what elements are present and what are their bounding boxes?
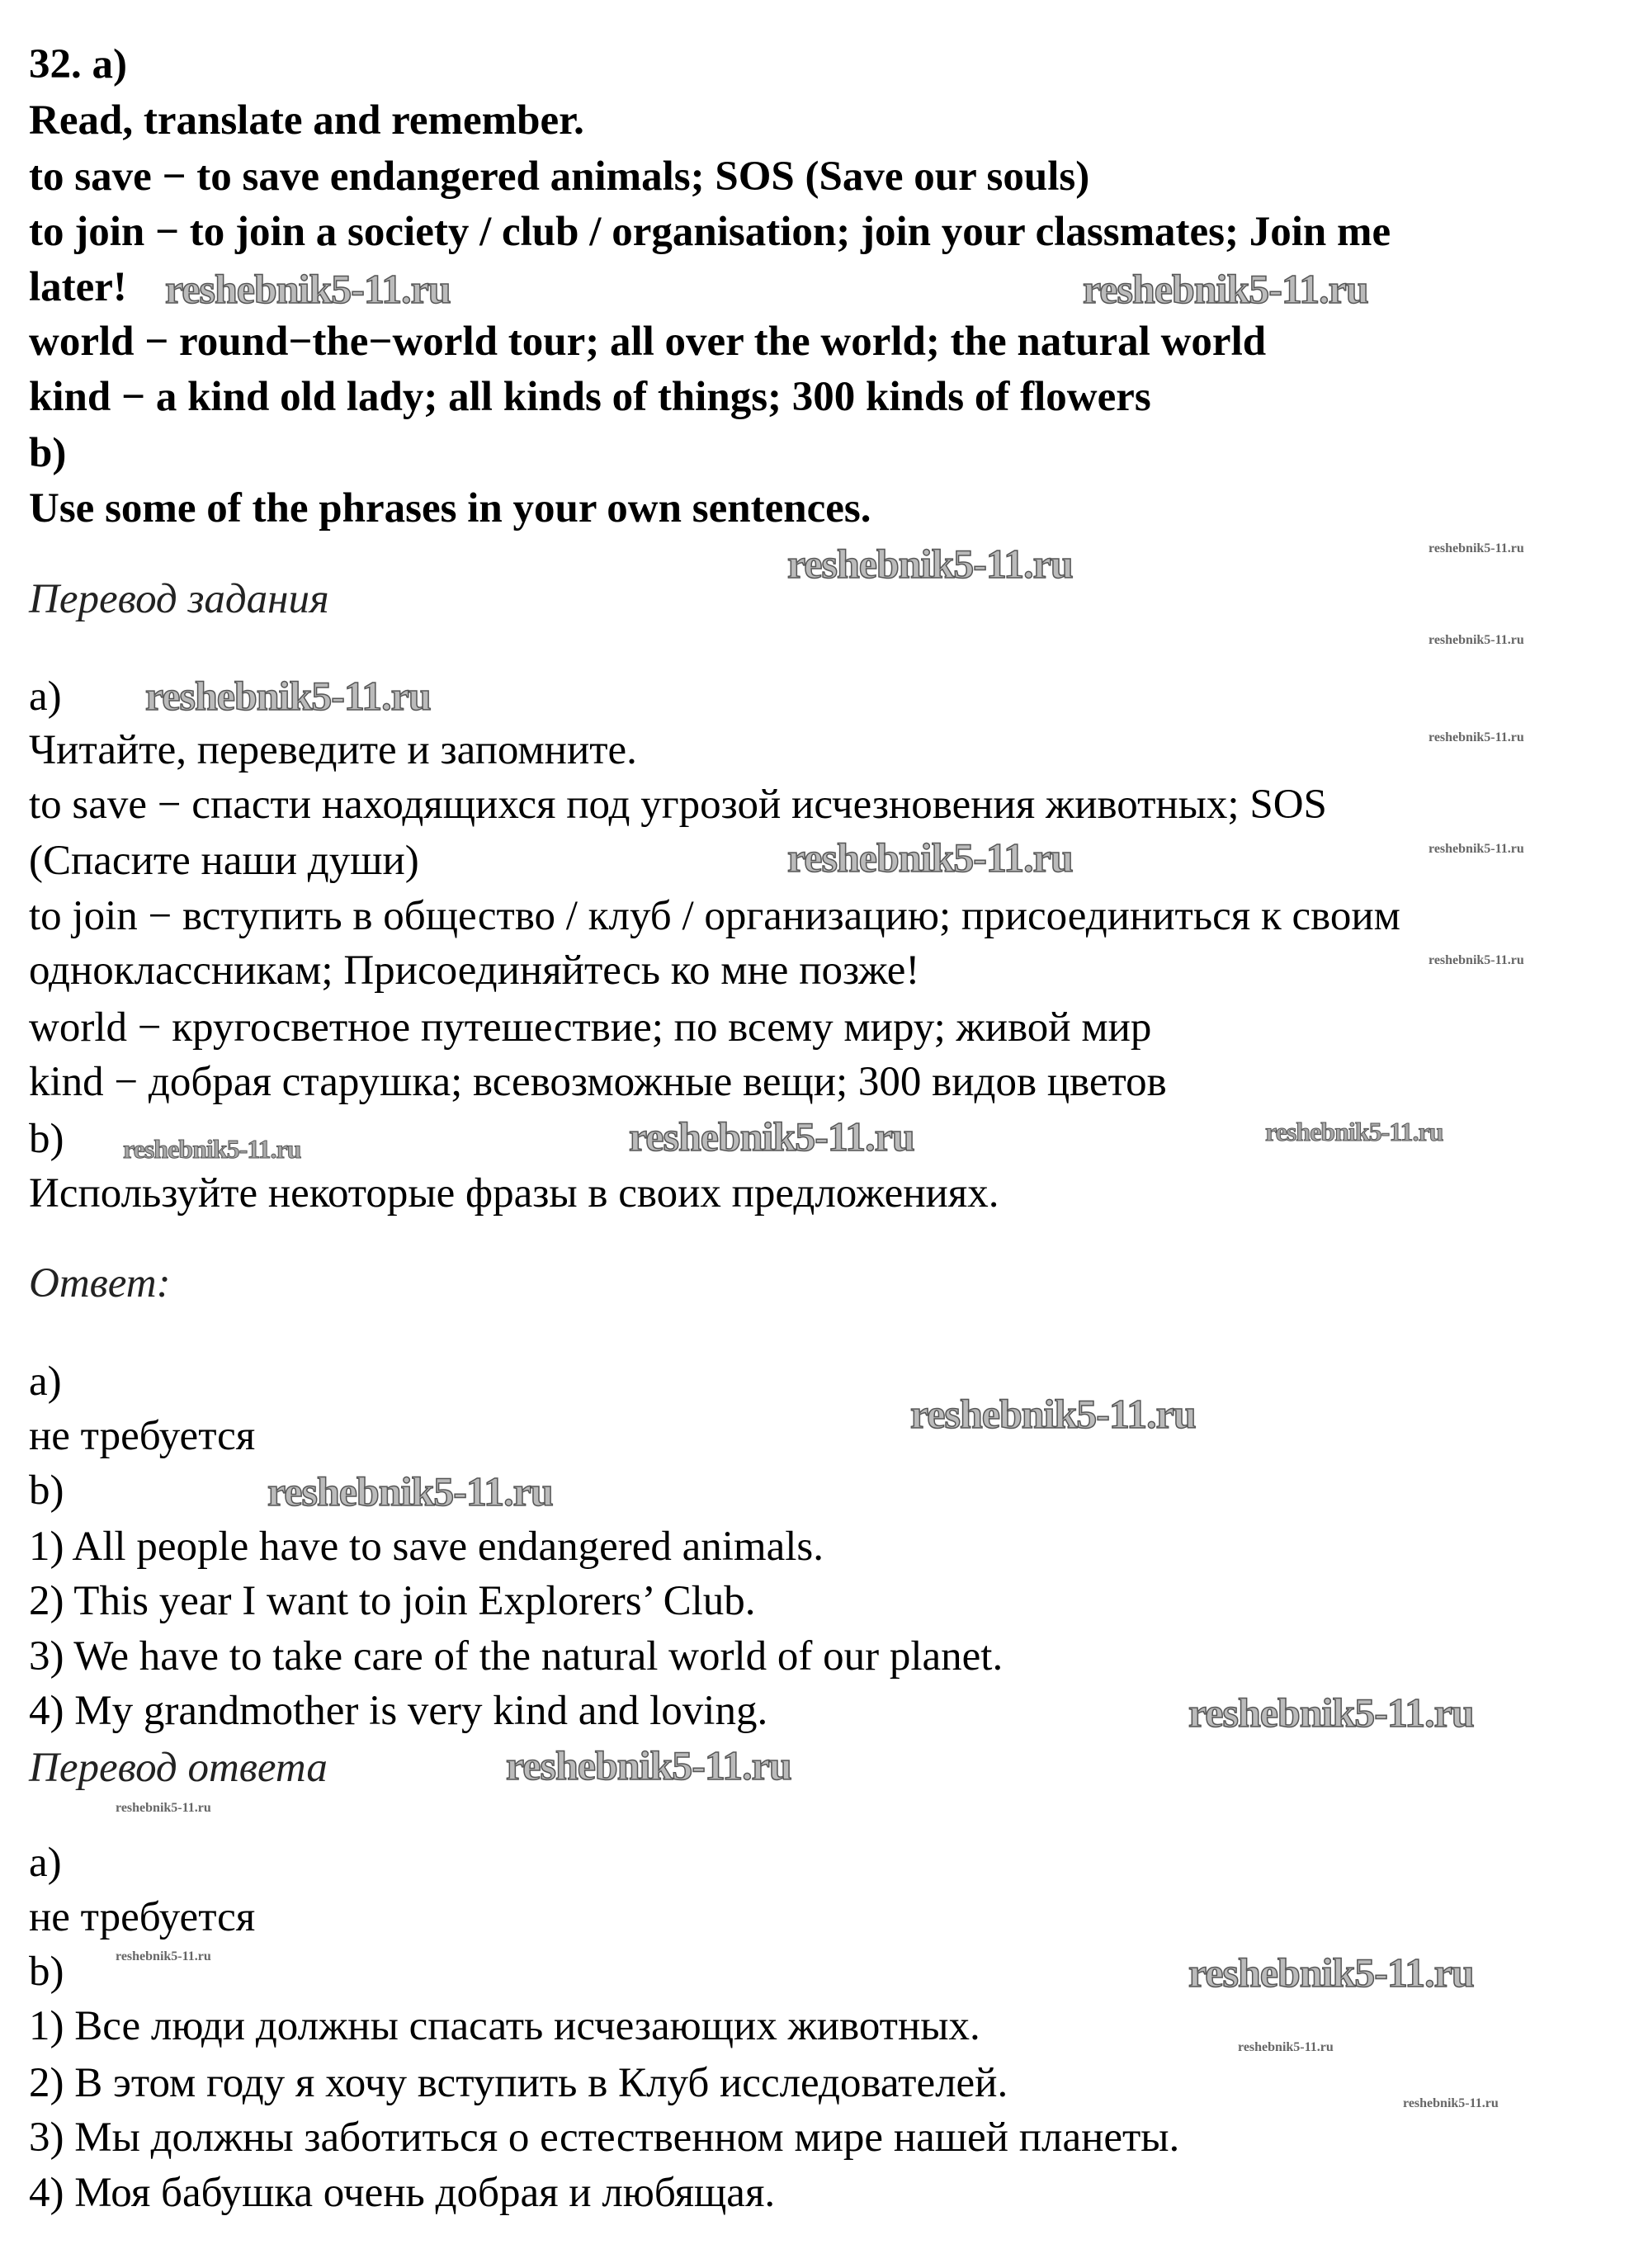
answer-translation-sentence: 4) Моя бабушка очень добрая и любящая. xyxy=(29,2170,776,2216)
answer-translation-a-text: не требуется xyxy=(29,1894,256,1940)
task-line: world − round−the−world tour; all over the world; the natural world xyxy=(29,319,1267,365)
translation-line: одноклассникам; Присоединяйтесь ко мне позже! xyxy=(29,947,920,994)
answer-sentence: 2) This year I want to join Explorers’ Club. xyxy=(29,1578,756,1624)
watermark: reshebnik5-11.ru xyxy=(1403,2096,1499,2110)
translation-part-b: b) xyxy=(29,1116,64,1162)
translation-instruction-a: Читайте, переведите и запомните. xyxy=(29,727,637,773)
answer-sentence: 3) We have to take care of the natural world of our planet. xyxy=(29,1633,1004,1680)
watermark: reshebnik5-11.ru xyxy=(145,673,431,719)
answer-translation-heading: Перевод ответа xyxy=(29,1745,328,1791)
watermark: reshebnik5-11.ru xyxy=(1083,266,1368,312)
translation-part-a: a) xyxy=(29,673,62,720)
translation-instruction-b: Используйте некоторые фразы в своих предложениях. xyxy=(29,1170,999,1217)
translation-line: to save − спасти находящихся под угрозой исчезновения животных; SOS xyxy=(29,782,1327,828)
answer-translation-sentence: 2) В этом году я хочу вступить в Клуб исследователей. xyxy=(29,2060,1008,2106)
translation-heading: Перевод задания xyxy=(29,576,329,622)
task-line: later! xyxy=(29,264,127,310)
watermark: reshebnik5-11.ru xyxy=(1188,1949,1474,1996)
watermark: reshebnik5-11.ru xyxy=(1188,1689,1474,1736)
answer-a-text: не требуется xyxy=(29,1413,256,1459)
watermark: reshebnik5-11.ru xyxy=(116,1801,211,1815)
answer-sentence: 4) My grandmother is very kind and loving. xyxy=(29,1688,768,1734)
watermark: reshebnik5-11.ru xyxy=(123,1134,301,1164)
answer-translation-part-a: a) xyxy=(29,1840,62,1886)
watermark: reshebnik5-11.ru xyxy=(1429,953,1524,967)
watermark: reshebnik5-11.ru xyxy=(1265,1117,1443,1146)
translation-line: (Спасите наши души) xyxy=(29,838,419,884)
watermark: reshebnik5-11.ru xyxy=(629,1113,914,1160)
translation-line: kind − добрая старушка; всевозможные вещи; 300 видов цветов xyxy=(29,1059,1167,1105)
task-number: 32. a) xyxy=(29,41,127,87)
watermark: reshebnik5-11.ru xyxy=(116,1949,211,1963)
answer-sentence: 1) All people have to save endangered animals. xyxy=(29,1524,824,1570)
answer-part-b: b) xyxy=(29,1467,64,1514)
task-line: to save − to save endangered animals; SOS (Save our souls) xyxy=(29,154,1090,200)
watermark: reshebnik5-11.ru xyxy=(1429,633,1524,647)
watermark: reshebnik5-11.ru xyxy=(1238,2040,1334,2054)
watermark: reshebnik5-11.ru xyxy=(1429,541,1524,555)
answer-heading: Ответ: xyxy=(29,1260,171,1306)
answer-translation-part-b: b) xyxy=(29,1949,64,1995)
answer-translation-sentence: 1) Все люди должны спасать исчезающих животных. xyxy=(29,2003,980,2049)
task-line: to join − to join a society / club / organisation; join your classmates; Join me xyxy=(29,209,1391,255)
task-part-b: b) xyxy=(29,430,67,476)
answer-translation-sentence: 3) Мы должны заботиться о естественном мире нашей планеты. xyxy=(29,2114,1180,2161)
watermark: reshebnik5-11.ru xyxy=(787,834,1073,881)
translation-line: to join − вступить в общество / клуб / организацию; присоединиться к своим xyxy=(29,893,1400,939)
translation-line: world − кругосветное путешествие; по всему миру; живой мир xyxy=(29,1004,1152,1051)
task-instruction-b: Use some of the phrases in your own sentences. xyxy=(29,485,871,532)
watermark: reshebnik5-11.ru xyxy=(910,1391,1196,1437)
answer-part-a: a) xyxy=(29,1358,62,1405)
task-instruction-a: Read, translate and remember. xyxy=(29,97,584,144)
watermark: reshebnik5-11.ru xyxy=(1429,730,1524,744)
watermark: reshebnik5-11.ru xyxy=(506,1742,791,1788)
task-line: kind − a kind old lady; all kinds of things; 300 kinds of flowers xyxy=(29,374,1151,420)
watermark: reshebnik5-11.ru xyxy=(1429,842,1524,856)
watermark: reshebnik5-11.ru xyxy=(267,1468,553,1514)
watermark: reshebnik5-11.ru xyxy=(165,266,451,312)
watermark: reshebnik5-11.ru xyxy=(787,541,1073,587)
